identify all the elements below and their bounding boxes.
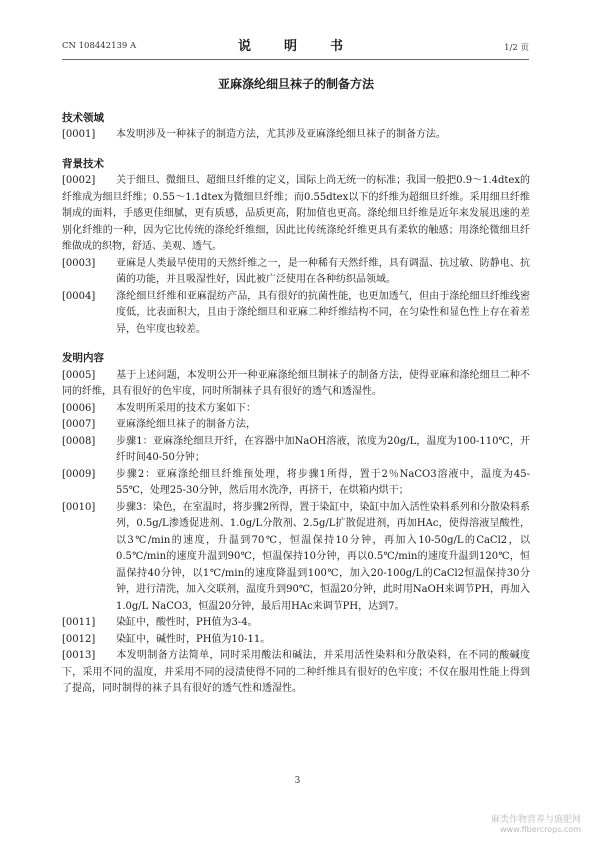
header-rule [62,59,529,60]
paragraph [62,500,530,616]
paragraph [62,127,530,144]
paragraph-number: [0004] [62,290,96,302]
document-title: 亚麻涤纶细旦袜子的制备方法 [217,77,374,91]
paragraph-text: 本发明所采用的技术方案如下： [116,402,256,414]
paragraph-text: 涤纶细旦纤维和亚麻混纺产品，具有很好的抗菌性能，也更加透气，但由于涤纶细旦纤维线密度低，比表面积大，且由于涤纶细旦和亚麻二种纤维结构不同，在匀染性和显色性上存在着差异，色牢度也较差。 [116,290,530,335]
paragraph-number: [0006] [62,402,96,414]
paragraph [62,401,530,418]
section-heading: 技术领域 [62,111,104,124]
paragraph-number: [0010] [62,501,96,513]
document-body [62,76,530,698]
patent-number: CN 108442139 A [62,41,137,51]
page-count: 1/2 页 [504,43,529,53]
paragraph-text: 步骤3：染色，在室温时，将步骤2所得，置于染缸中，染缸中加入活性染料系列和分散染料系列，0.5g/L渗透促进剂、1.0g/L分散剂、2.5g/L扩散促进剂，再加HAc，使得溶液呈酸性，以3℃/min的速度，升温到70℃，恒温保持10分钟，再加入10-50g/L的CaCl2，以0.5℃/min的速度升温到90℃，恒温保持10分钟，再以0.5℃/min的速度升温到120℃，恒温保持40分钟，以1℃/min的速度降温到100℃，加入20-100g/L的CaCl2恒温保持30分钟，进行清洗，加入交联剂，温度升到90℃，恒温20分钟，此时用NaOH来调节PH，再加入1.0g/L NaCO3，恒温20分钟，最后用HAc来调节PH，达到7。 [116,501,530,612]
paragraph [62,632,530,649]
paragraph-text: 基于上述问题，本发明公开一种亚麻涤纶细旦制袜子的制备方法，使得亚麻和涤纶细旦二种不同的纤维，具有很好的色牢度，同时所制袜子具有很好的透气和透湿性。 [62,369,530,397]
paragraph-text: 染缸中，酸性时，PH值为3-4。 [116,617,258,628]
watermark [491,815,581,835]
paragraph-number: [0007] [62,419,96,430]
paragraph-text: 步骤2：亚麻涤纶细旦纤维预处理，将步骤1所得，置于2％NaCO3溶液中，温度为45-55℃，处理25-30分钟，然后用水洗净，再挤干，在烘箱内烘干； [116,468,530,496]
paragraph-text: 亚麻是人类最早使用的天然纤维之一，是一种稀有天然纤维，具有调温、抗过敏、防静电、抗菌的功能，并且吸湿性好，因此被广泛使用在各种纺织品领域。 [116,257,530,285]
paragraph-text: 关于细旦、微细旦、超细旦纤维的定义，国际上尚无统一的标准；我国一般把0.9～1.4dtex的纤维成为细旦纤维；0.55～1.1dtex为微细旦纤维；而0.55dtex以下的纤维为超细旦纤维。采用细旦纤维制成的面料，手感更佳细腻，更有质感，品质更高，附加值也更高。涤纶细旦纤维是近年来发展迅速的差别化纤维的一种，因为它比传统的涤纶纤维细，因此比传统涤纶纤维更具有柔软的触感；用涤纶微细旦纤维做成的织物，舒适、美观、透气。 [62,175,530,252]
paragraph-number: [0005] [62,369,96,381]
page-header [62,35,529,55]
paragraph [62,615,530,632]
paragraph-number: [0012] [62,633,96,645]
paragraph-number: [0003] [62,257,96,269]
paragraph-text: 本发明涉及一种袜子的制造方法，尤其涉及亚麻涤纶细旦袜子的制备方法。 [116,129,446,140]
paragraph-number: [0009] [62,468,96,480]
paragraph [62,648,530,698]
paragraph-text: 染缸中，碱性时，PH值为10-11。 [116,633,271,645]
watermark-url: www.fibercrops.com [500,825,581,834]
document-type: 说 明 书 [237,39,353,54]
section-heading: 发明内容 [62,352,104,364]
paragraph [62,289,530,339]
section-heading: 背景技术 [62,157,104,170]
paragraph-number: [0002] [62,175,96,186]
paragraph-number: [0011] [62,617,96,628]
paragraph [62,173,530,256]
paragraph [62,256,530,289]
paragraph-text: 亚麻涤纶细旦袜子的制备方法， [116,419,256,430]
watermark-site-name: 麻类作物营养与施肥网 [490,815,581,825]
paragraph [62,417,530,434]
paragraph [62,434,530,467]
page-number: 3 [294,776,301,786]
paragraph-text: 本发明制备方法简单，同时采用酸法和碱法，并采用活性染料和分散染料，在不同的酸碱度下，采用不同的温度，并采用不同的浸渍使得不同的二种纤维具有很好的色牢度；不仅在服用性能上得到了提高，同时制得的袜子具有很好的透气性和透湿性。 [62,650,530,694]
paragraph-number: [0013] [62,650,96,661]
paragraph [62,368,530,401]
paragraph [62,467,530,500]
paragraph-text: 步骤1：亚麻涤纶细旦开纤，在容器中加NaOH溶液，浓度为20g/L，温度为100-110℃，开纤时间40-50分钟； [116,435,530,463]
paragraph-number: [0008] [62,435,96,447]
paragraph-number: [0001] [62,129,96,140]
